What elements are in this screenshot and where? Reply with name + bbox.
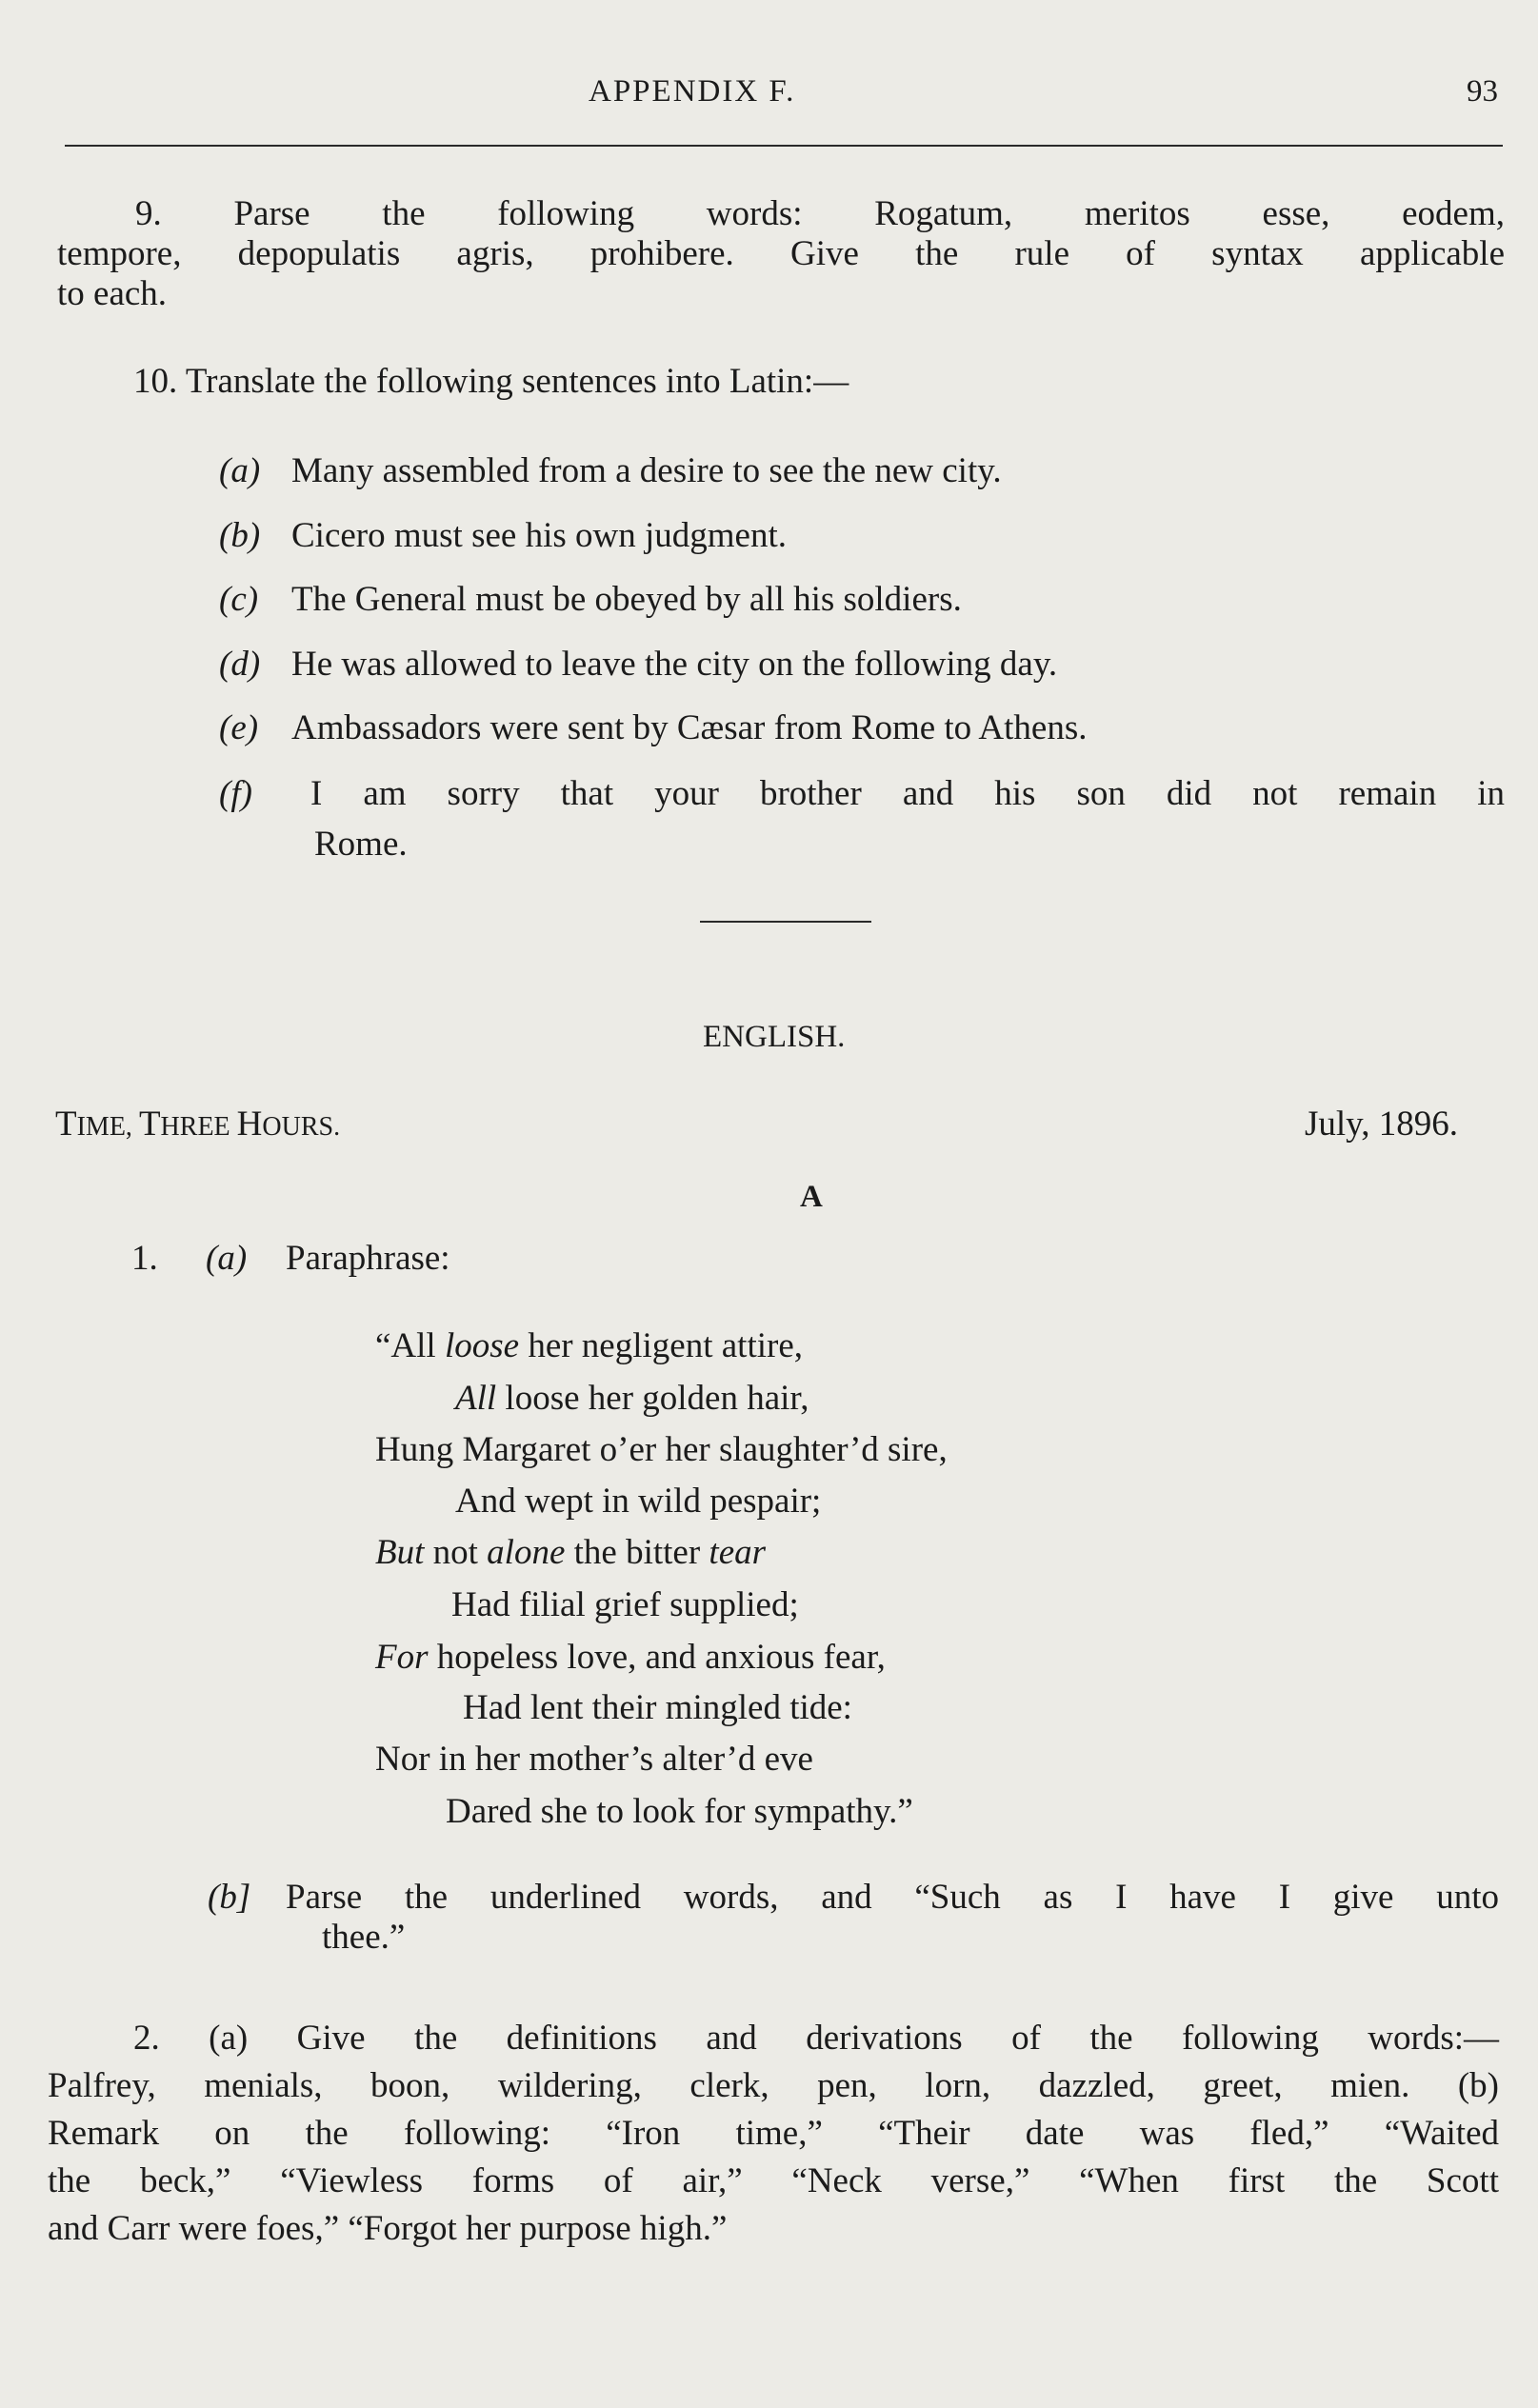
poem-line-6: Had filial grief supplied; <box>451 1585 799 1624</box>
poem-line-5: But not alone the bitter tear <box>375 1533 767 1572</box>
poem-line-4: And wept in wild pespair; <box>455 1482 822 1521</box>
q10-item-f: I am sorry that your brother and his son did not remain in <box>310 774 1505 813</box>
q10-item-e-label: (e) <box>219 708 259 747</box>
header-rule <box>65 145 1503 147</box>
running-header: APPENDIX F. <box>589 74 796 109</box>
q1-b-line1: Parse the underlined words, and “Such as I have I give unto <box>286 1878 1499 1917</box>
poem-line-2: All loose her golden hair, <box>455 1379 809 1418</box>
q10-item-f-cont: Rome. <box>314 825 408 864</box>
q10-item-e: Ambassadors were sent by Cæsar from Rome to Athens. <box>291 708 1088 747</box>
q2-line5: and Carr were foes,” “Forgot her purpose high.” <box>48 2209 728 2248</box>
poem-line-8: Had lent their mingled tide: <box>463 1688 852 1727</box>
q10-item-a-label: (a) <box>219 451 261 490</box>
q2-line2: Palfrey, menials, boon, wildering, clerk, pen, lorn, dazzled, greet, mien. (b) <box>48 2066 1499 2105</box>
poem-line-3: Hung Margaret o’er her slaughter’d sire, <box>375 1430 948 1469</box>
q1-number: 1. <box>131 1239 158 1278</box>
q10-item-c-label: (c) <box>219 580 259 619</box>
q1-label-b: (b] <box>208 1878 251 1917</box>
q10-item-c: The General must be obeyed by all his soldiers. <box>291 580 962 619</box>
page-number: 93 <box>1467 74 1498 109</box>
q10-item-d: He was allowed to leave the city on the following day. <box>291 645 1058 684</box>
poem-line-7: For hopeless love, and anxious fear, <box>375 1638 886 1677</box>
q9-line2: tempore, depopulatis agris, prohibere. Give the rule of syntax applicable <box>57 234 1505 273</box>
section-letter: A <box>800 1180 823 1214</box>
q9-line1: 9. Parse the following words: Rogatum, meritos esse, eodem, <box>135 194 1505 233</box>
q10-item-d-label: (d) <box>219 645 261 684</box>
q10-intro: 10. Translate the following sentences into Latin:— <box>133 362 849 401</box>
exam-date: July, 1896. <box>1305 1104 1459 1144</box>
q10-item-a: Many assembled from a desire to see the new city. <box>291 451 1002 490</box>
q1-prompt: Paraphrase: <box>286 1239 450 1278</box>
time-allowed: TIME, THREE HOURS. <box>55 1104 341 1144</box>
q2-line3: Remark on the following: “Iron time,” “Their date was fled,” “Waited <box>48 2114 1499 2153</box>
q10-item-f-label: (f) <box>219 774 252 813</box>
q1-label-a: (a) <box>206 1239 248 1278</box>
q10-item-b-label: (b) <box>219 516 261 555</box>
q2-line1: 2. (a) Give the definitions and derivations of the following words:— <box>133 2019 1499 2058</box>
poem-line-10: Dared she to look for sympathy.” <box>446 1792 913 1831</box>
q10-item-b: Cicero must see his own judgment. <box>291 516 787 555</box>
section-divider <box>700 921 871 923</box>
q2-line4: the beck,” “Viewless forms of air,” “Neck verse,” “When first the Scott <box>48 2161 1499 2200</box>
q1-b-line2: thee.” <box>322 1918 406 1957</box>
english-title: ENGLISH. <box>703 1020 846 1054</box>
poem-line-1: “All loose her negligent attire, <box>375 1326 803 1365</box>
q9-line3: to each. <box>57 274 168 313</box>
poem-line-9: Nor in her mother’s alter’d eve <box>375 1740 813 1779</box>
